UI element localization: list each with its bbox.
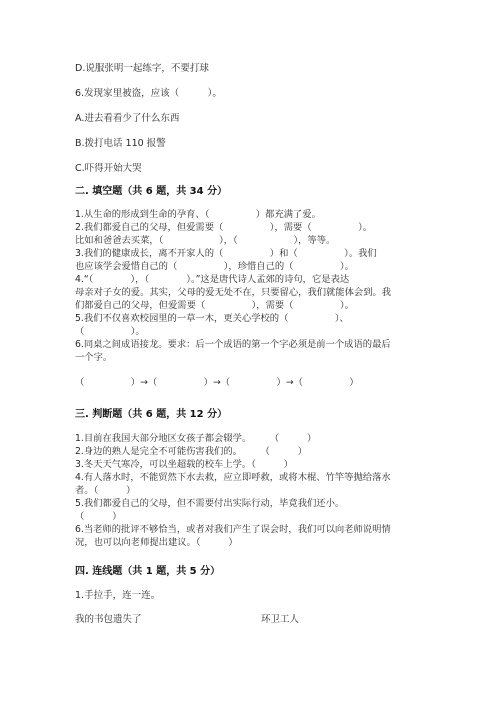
judge-line: 2.身边的熟人是完全不可能伤害我们的。 （ ） [75,446,307,457]
judge-line: 4.有人落水时，不能贸然下水去救，应立即呼救，或将木棍、竹竿等抛给落水 [75,472,391,483]
match-left-item: 我的书包遗失了 [75,614,142,625]
judge-section-heading: 三. 判断题（共 6 题，共 12 分） [75,409,228,420]
fill-line: 3.我们的健康成长，离不开家人的（ ）和（ ）。我们 [75,248,377,259]
fill-line: 1.从生命的形成到生命的孕育、（ ）都充满了爱。 [75,209,321,220]
q6-option-c: C.吓得开始大哭 [75,163,142,174]
q5-option-d: D.说服张明一起练字，不要打球 [75,63,209,74]
fill-section-heading: 二. 填空题（共 6 题，共 34 分） [75,186,228,197]
fill-line: 比如和爸爸去买菜，（ ），（ ），等等。 [75,235,336,246]
judge-line: 1.目前在我国大部分地区女孩子都会辍学。 （ ） [75,433,317,444]
fill-line: 们都爱自己的父母，但爱需要（ ），需要（ ）。 [75,300,354,311]
match-instruction: 1.手拉手，连一连。 [75,590,161,601]
fill-line: 2.我们都爱自己的父母，但爱需要（ ），需要（ ）。 [75,222,373,233]
fill-line: 5.我们不仅喜欢校园里的一草一木，更关心学校的（ ）、 [75,313,349,324]
judge-line: 5.我们都爱自己的父母，但不需要付出实际行动，毕竟我们还小。 [75,498,345,509]
fill-line: 也应该学会爱惜自己的（ ），珍惜自己的（ ）。 [75,261,354,272]
fill-line: 母亲对子女的爱。其实，父母的爱无处不在，只要留心，我们就能体会到。我 [75,287,392,298]
judge-line: 6.当老师的批评不够恰当，或者对我们产生了误会时，我们可以向老师说明情 [75,524,391,535]
match-right-item: 环卫工人 [261,614,300,625]
judge-line: 况，也可以向老师提出建议。（ ） [75,537,238,548]
q6-stem: 6.发现家里被盗，应该（ ）。 [75,88,222,99]
q6-option-a: A.进去看看少了什么东西 [75,113,180,124]
fill-line: 一个字。 [75,352,113,363]
judge-line: 3.冬天天气寒冷，可以坐超载的校车上学。（ ） [75,459,294,470]
idiom-chain-blanks: （ ）→（ ）→（ ）→（ ） [75,377,359,388]
judge-line: （ ） [75,511,122,522]
fill-line: （ ）。 [75,326,145,337]
fill-line: 4.“（ ），（ ）。”这是唐代诗人孟郊的诗句，它是表达 [75,274,350,285]
fill-line: 6.同桌之间成语接龙。要求：后一个成语的第一个字必须是前一个成语的最后 [75,339,391,350]
match-section-heading: 四. 连线题（共 1 题，共 5 分） [75,566,221,577]
q6-option-b: B.拨打电话 110 报警 [75,138,166,149]
judge-line: 者。（ ） [75,485,136,496]
